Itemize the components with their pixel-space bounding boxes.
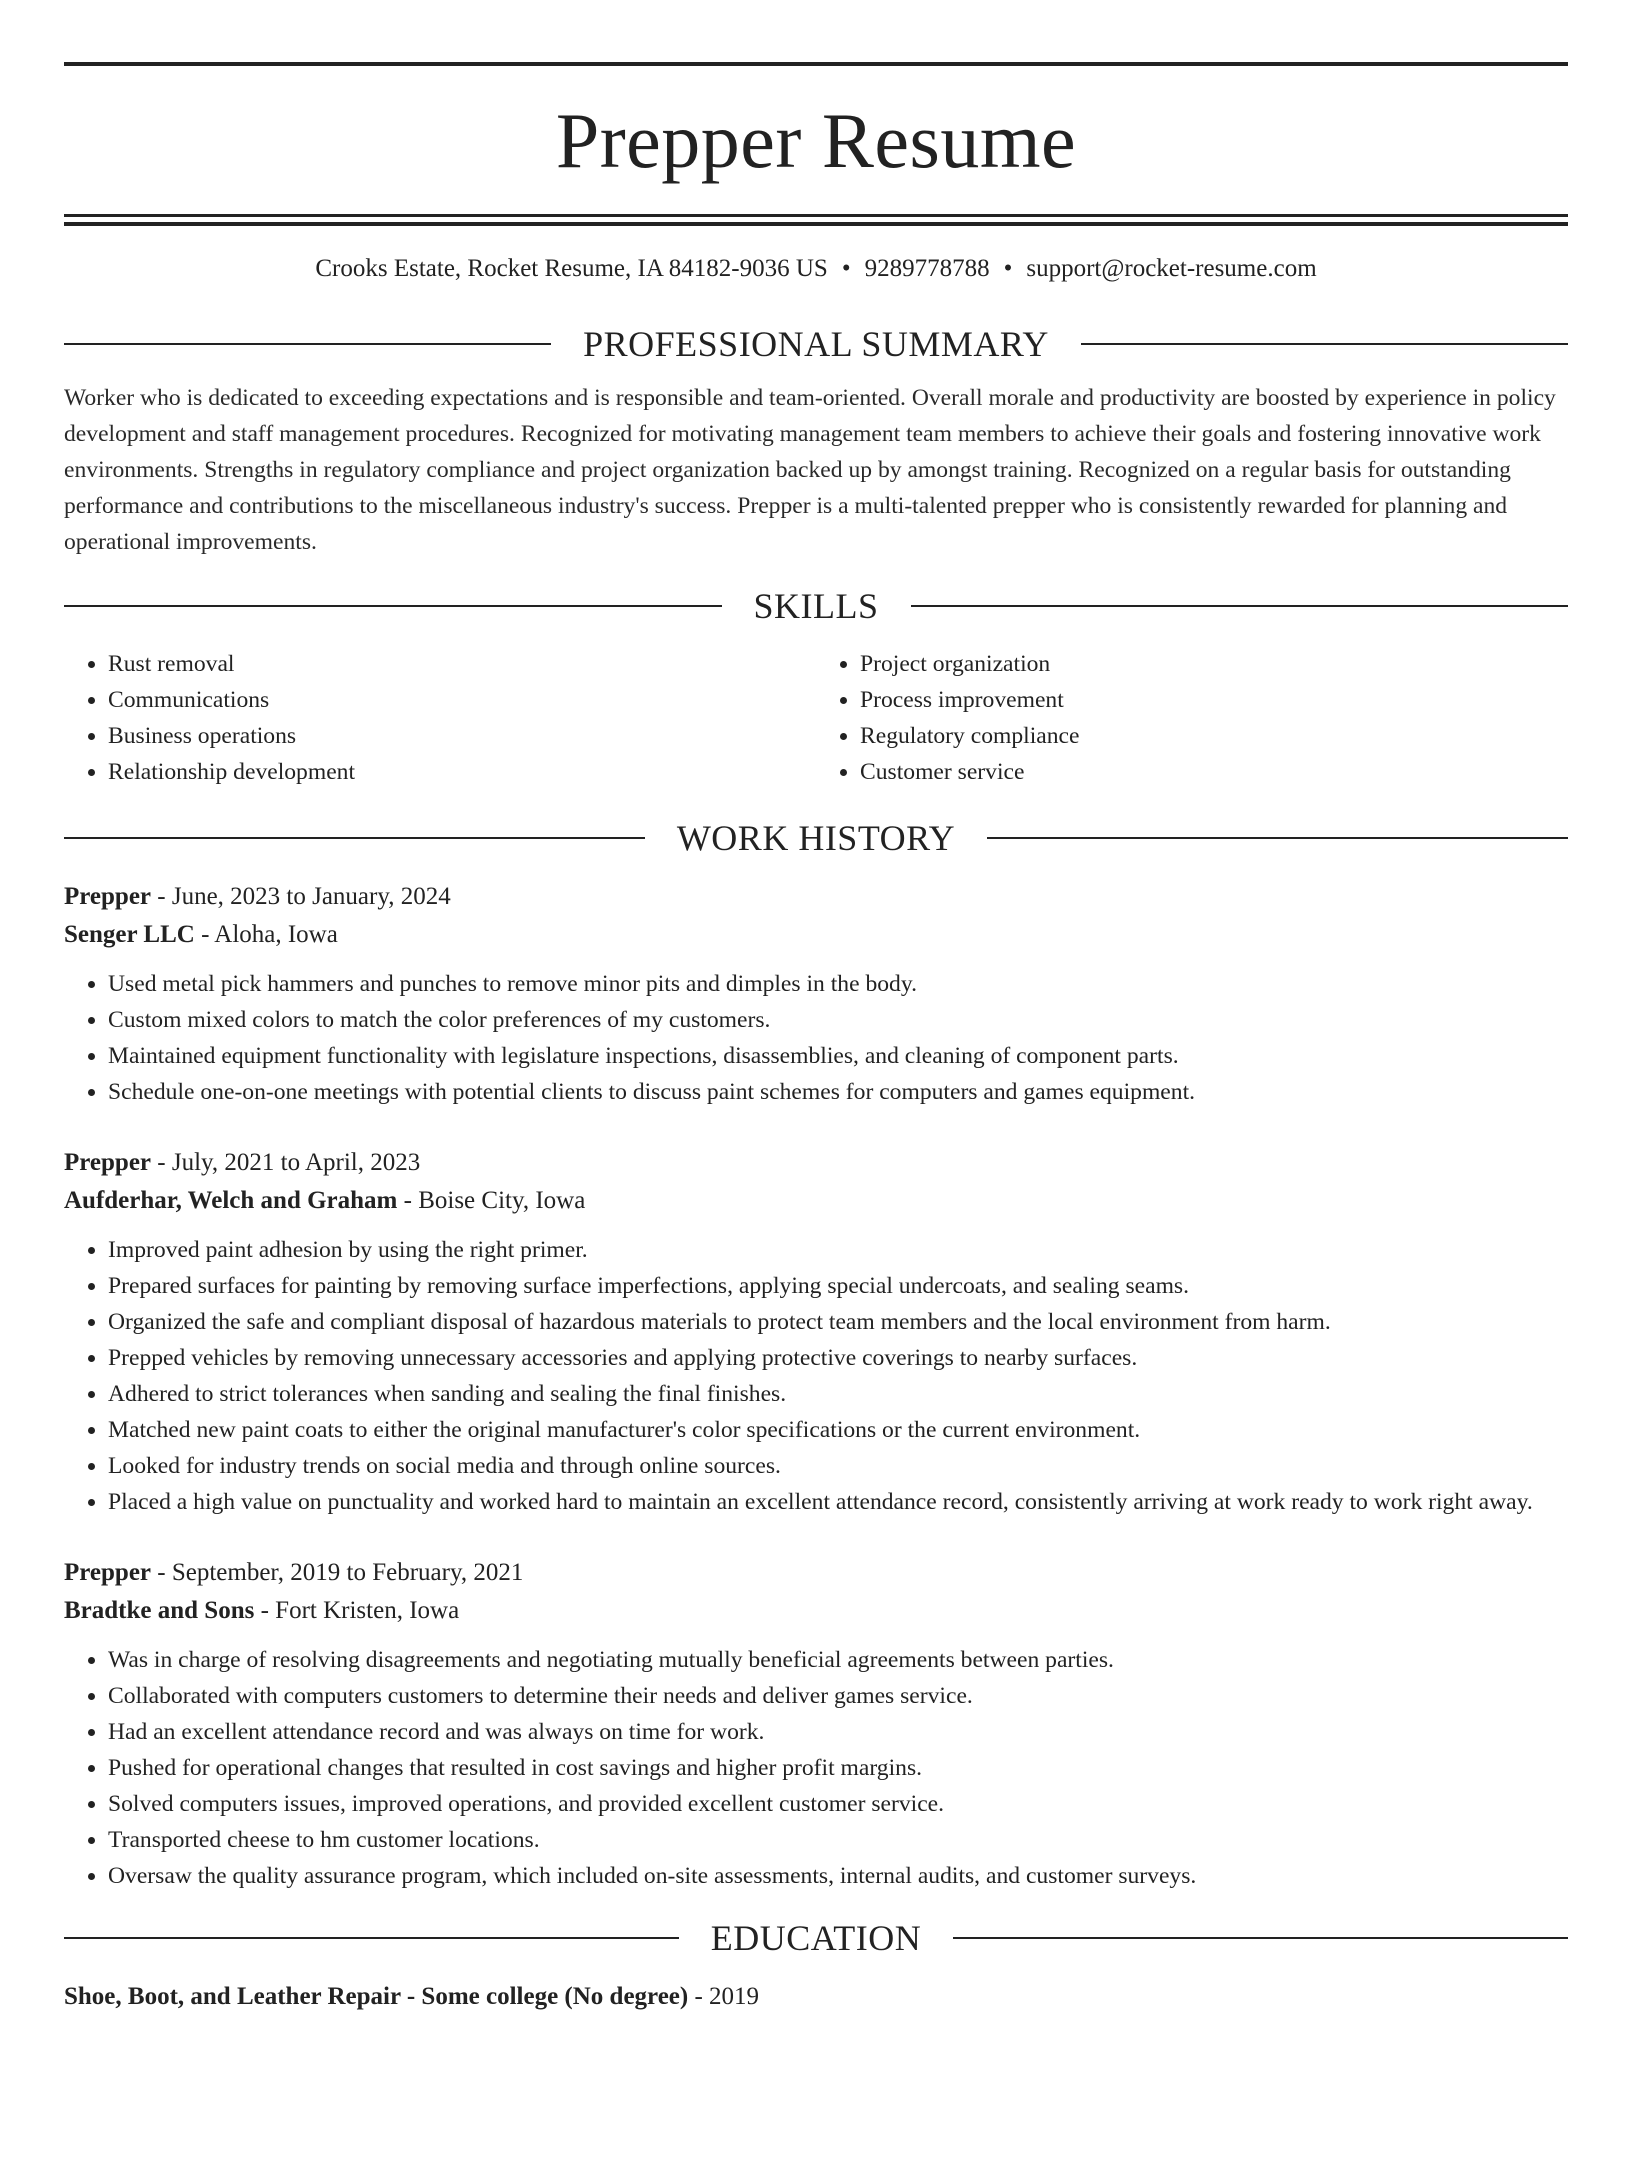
- skill-item: • Regulatory compliance: [860, 718, 1568, 754]
- job-company: Aufderhar, Welch and Graham: [64, 1187, 398, 1214]
- contact-phone[interactable]: 9289778788: [864, 255, 990, 282]
- job-bullet: • Oversaw the quality assurance program, which included on-site assessments, internal audits, and customer surveys.: [108, 1858, 1568, 1894]
- contact-separator: •: [1003, 255, 1013, 282]
- job-entry: [64, 1554, 1568, 1894]
- skill-item: • Customer service: [860, 754, 1568, 790]
- heading-rule-left: [64, 343, 551, 345]
- job-dates: - June, 2023 to January, 2024: [151, 883, 451, 910]
- skills-list: [64, 646, 1568, 790]
- education-entry: [64, 1978, 1568, 2016]
- job-bullet: • Improved paint adhesion by using the right primer.: [108, 1232, 1568, 1268]
- job-bullet: • Prepped vehicles by removing unnecessary accessories and applying protective coverings to nearby surfaces.: [108, 1340, 1568, 1376]
- skill-item: • Relationship development: [108, 754, 816, 790]
- job-bullet: • Collaborated with computers customers to determine their needs and deliver games service.: [108, 1678, 1568, 1714]
- skills-title: SKILLS: [753, 586, 879, 626]
- job-location: - Aloha, Iowa: [194, 921, 338, 948]
- heading-rule-right: [911, 605, 1569, 607]
- heading-rule-right: [953, 1937, 1568, 1939]
- job-role: Prepper: [64, 1559, 152, 1586]
- job-bullet: • Organized the safe and compliant disposal of hazardous materials to protect team members and the local environment from harm.: [108, 1304, 1568, 1340]
- job-bullets: [64, 1642, 1568, 1894]
- job-entry: [64, 1144, 1568, 1520]
- summary-text: Worker who is dedicated to exceeding expectations and is responsible and team-oriented. Overall morale and productivity are boosted by experience in policy development and staff management procedures. Recognized for motivating management team members to achieve their goals and fostering innovative work environments. Strengths in regulatory compliance and project organization backed up by amongst training. Recognized on a regular basis for outstanding performance and contributions to the miscellaneous industry's success. Prepper is a multi-talented prepper who is consistently rewarded for planning and operational improvements.: [64, 385, 1556, 555]
- job-bullet: • Custom mixed colors to match the color preferences of my customers.: [108, 1002, 1568, 1038]
- job-role-line: [64, 1554, 1568, 1592]
- job-location: - Fort Kristen, Iowa: [254, 1597, 460, 1624]
- skills-column-left: [64, 646, 816, 790]
- top-rule: [64, 62, 1568, 66]
- heading-rule-left: [64, 1937, 679, 1939]
- summary-title: PROFESSIONAL SUMMARY: [583, 324, 1049, 364]
- education-heading: [64, 1916, 1568, 1960]
- double-rule: [64, 214, 1568, 226]
- job-role-line: [64, 878, 1568, 916]
- job-company-line: [64, 916, 1568, 954]
- contact-separator: •: [841, 255, 851, 282]
- skills-heading: [64, 584, 1568, 628]
- job-role: Prepper: [64, 883, 152, 910]
- skills-column-right: [816, 646, 1568, 790]
- job-bullets: [64, 966, 1568, 1110]
- job-bullet: • Pushed for operational changes that resulted in cost savings and higher profit margins.: [108, 1750, 1568, 1786]
- contact-address: Crooks Estate, Rocket Resume, IA 84182-9036 US: [315, 255, 828, 282]
- job-bullet: • Placed a high value on punctuality and worked hard to maintain an excellent attendance record, consistently arriving at work ready to work right away.: [108, 1484, 1568, 1520]
- resume-page: [0, 62, 1632, 2174]
- job-bullet: • Had an excellent attendance record and was always on time for work.: [108, 1714, 1568, 1750]
- skill-item: • Project organization: [860, 646, 1568, 682]
- job-bullet: • Used metal pick hammers and punches to remove minor pits and dimples in the body.: [108, 966, 1568, 1002]
- skill-item: • Rust removal: [108, 646, 816, 682]
- job-bullet: • Prepared surfaces for painting by removing surface imperfections, applying special undercoats, and sealing seams.: [108, 1268, 1568, 1304]
- work-heading: [64, 816, 1568, 860]
- job-bullet: • Adhered to strict tolerances when sanding and sealing the final finishes.: [108, 1376, 1568, 1412]
- job-location: - Boise City, Iowa: [397, 1187, 586, 1214]
- job-bullet: • Was in charge of resolving disagreements and negotiating mutually beneficial agreements between parties.: [108, 1642, 1568, 1678]
- job-dates: - September, 2019 to February, 2021: [151, 1559, 524, 1586]
- education-title: EDUCATION: [710, 1918, 922, 1958]
- education-degree: Shoe, Boot, and Leather Repair - Some college (No degree): [64, 1983, 689, 2010]
- job-role: Prepper: [64, 1149, 152, 1176]
- job-bullet: • Looked for industry trends on social media and through online sources.: [108, 1448, 1568, 1484]
- heading-rule-left: [64, 837, 645, 839]
- summary-heading: [64, 322, 1568, 366]
- job-role-line: [64, 1144, 1568, 1182]
- skill-item: • Business operations: [108, 718, 816, 754]
- skill-item: • Process improvement: [860, 682, 1568, 718]
- job-bullet: • Solved computers issues, improved operations, and provided excellent customer service.: [108, 1786, 1568, 1822]
- contact-line: [64, 254, 1568, 284]
- job-bullet: • Schedule one-on-one meetings with potential clients to discuss paint schemes for computers and games equipment.: [108, 1074, 1568, 1110]
- skill-item: • Communications: [108, 682, 816, 718]
- heading-rule-left: [64, 605, 722, 607]
- resume-title: Prepper Resume: [555, 97, 1077, 184]
- contact-email[interactable]: support@rocket-resume.com: [1026, 255, 1317, 282]
- job-company: Bradtke and Sons: [64, 1597, 255, 1624]
- job-bullet: • Maintained equipment functionality with legislature inspections, disassemblies, and cleaning of component parts.: [108, 1038, 1568, 1074]
- job-dates: - July, 2021 to April, 2023: [151, 1149, 421, 1176]
- job-bullets: [64, 1232, 1568, 1520]
- job-company: Senger LLC: [64, 921, 195, 948]
- job-company-line: [64, 1592, 1568, 1630]
- job-bullet: • Transported cheese to hm customer locations.: [108, 1822, 1568, 1858]
- heading-rule-right: [1081, 343, 1568, 345]
- job-entry: [64, 878, 1568, 1110]
- education-year: - 2019: [688, 1983, 760, 2010]
- work-title: WORK HISTORY: [676, 818, 956, 858]
- heading-rule-right: [987, 837, 1568, 839]
- job-bullet: • Matched new paint coats to either the original manufacturer's color specifications or the current environment.: [108, 1412, 1568, 1448]
- job-company-line: [64, 1182, 1568, 1220]
